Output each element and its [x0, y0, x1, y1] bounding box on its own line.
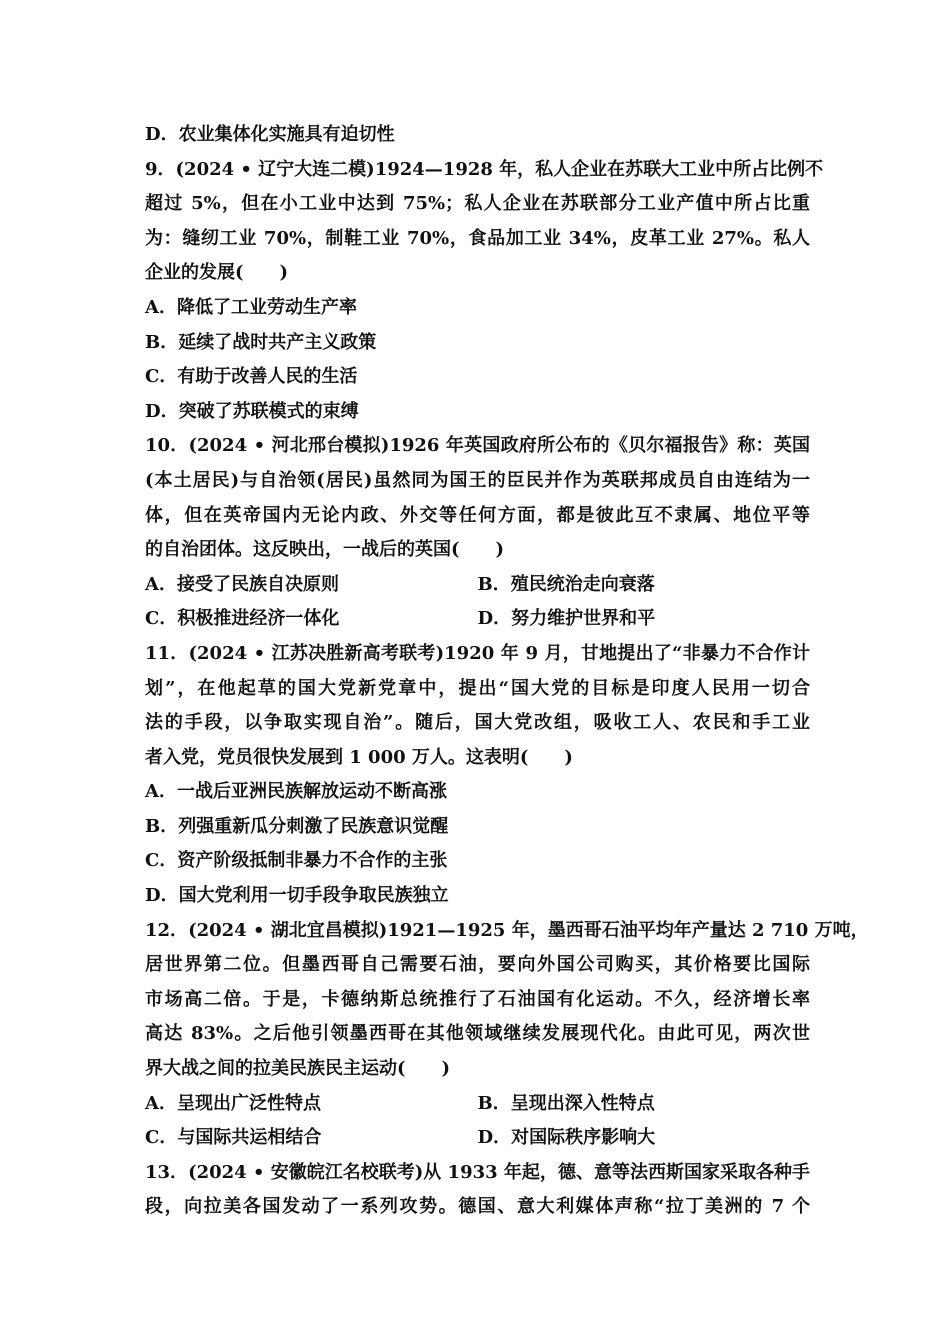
q8-option-d: D．农业集体化实施具有迫切性	[145, 124, 395, 145]
q12-option-b: B．呈现出深入性特点	[477, 1092, 655, 1114]
q9-number: 9．	[145, 158, 176, 180]
q9-line-2: 超过 5%，但在小工业中达到 75%；私人企业在苏联部分工业产值中所占比重	[145, 193, 810, 215]
q11-line-1	[145, 637, 810, 672]
q9-line-4: 企业的发展( )	[145, 262, 289, 284]
q12-line-4: 高达 83%。之后他引领墨西哥在其他领域继续发展现代化。由此可见，两次世	[145, 1023, 810, 1045]
q10-line-2: (本土居民)与自治领(居民)虽然同为国王的臣民并作为英联邦成员自由连结为一	[145, 469, 810, 491]
q9-option-c: C．有助于改善人民的生活	[145, 366, 358, 388]
q10-source: (2024 • 河北邢台模拟)	[188, 435, 390, 457]
q10-option-b: B．殖民统治走向衰落	[477, 573, 655, 595]
q13-stem-1: 从 1933 年起，德、意等法西斯国家采取各种手	[423, 1161, 810, 1183]
q12-source: (2024 • 湖北宜昌模拟)	[188, 919, 388, 941]
q11-line-4: 者入党，党员很快发展到 1 000 万人。这表明( )	[145, 746, 573, 768]
q13-source: (2024 • 安徽皖江名校联考)	[188, 1161, 424, 1183]
q12-line-3: 市场高二倍。于是，卡德纳斯总统推行了石油国有化运动。不久，经济增长率	[145, 988, 810, 1010]
q9-line-3: 为：缝纫工业 70%，制鞋工业 70%，食品加工业 34%，皮革工业 27%。私人	[145, 227, 810, 249]
q12-line-5: 界大战之间的拉美民族民主运动( )	[145, 1058, 451, 1080]
document-content	[145, 118, 869, 1225]
q11-number: 11．	[145, 642, 189, 664]
q12-line-1	[145, 914, 869, 949]
q10-option-c: C．积极推进经济一体化	[145, 608, 340, 630]
q9-stem-1: 1924—1928 年，私人企业在苏联大工业中所占比例不	[374, 158, 824, 180]
q9-option-b: B．延续了战时共产主义政策	[145, 331, 377, 353]
q11-source: (2024 • 江苏决胜新高考联考)	[188, 642, 445, 664]
q12-option-d: D．对国际秩序影响大	[477, 1127, 656, 1149]
q13-line-2: 段，向拉美各国发动了一系列攻势。德国、意大利媒体声称“拉丁美洲的 7 个	[145, 1196, 810, 1218]
q11-line-3: 法的手段，以争取实现自治”。随后，国大党改组，吸收工人、农民和手工业	[145, 712, 810, 734]
q10-options-row-2	[145, 602, 810, 637]
q10-options-row-1	[145, 568, 810, 603]
q10-number: 10．	[145, 435, 189, 457]
q10-stem-1: 1926 年英国政府所公布的《贝尔福报告》称：英国	[389, 435, 810, 457]
q11-line-2: 划”，在他起草的国大党新党章中，提出“国大党的目标是印度人民用一切合	[145, 677, 810, 699]
q12-line-2: 居世界第二位。但墨西哥自己需要石油，要向外国公司购买，其价格要比国际	[145, 954, 810, 976]
q10-line-1	[145, 429, 810, 464]
q11-stem-1: 1920 年 9 月，甘地提出了“非暴力不合作计	[444, 642, 810, 664]
q11-option-d: D．国大党利用一切手段争取民族独立	[145, 885, 449, 907]
q10-option-d: D．努力维护世界和平	[477, 608, 656, 630]
q11-option-a: A．一战后亚洲民族解放运动不断高涨	[145, 781, 447, 803]
q9-line-1	[145, 153, 824, 188]
q11-option-c: C．资产阶级抵制非暴力不合作的主张	[145, 850, 448, 872]
q12-stem-1: 1921—1925 年，墨西哥石油平均年产量达 2 710 万吨，	[387, 919, 869, 941]
q10-line-3: 体，但在英帝国内无论内政、外交等任何方面，都是彼此互不隶属、地位平等	[145, 504, 810, 526]
q10-option-a: A．接受了民族自决原则	[145, 573, 339, 595]
q13-line-1	[145, 1156, 810, 1191]
q12-number: 12．	[145, 919, 189, 941]
q12-options-row-2	[145, 1121, 810, 1156]
q9-option-d: D．突破了苏联模式的束缚	[145, 400, 359, 422]
q9-source: (2024 • 辽宁大连二模)	[175, 158, 375, 180]
q10-line-4: 的自治团体。这反映出，一战后的英国( )	[145, 539, 505, 561]
q12-options-row-1	[145, 1087, 810, 1122]
q13-number: 13．	[145, 1161, 189, 1183]
q9-option-a: A．降低了工业劳动生产率	[145, 296, 357, 318]
q12-option-c: C．与国际共运相结合	[145, 1127, 322, 1149]
q12-option-a: A．呈现出广泛性特点	[145, 1092, 321, 1114]
q11-option-b: B．列强重新瓜分刺激了民族意识觉醒	[145, 815, 449, 837]
